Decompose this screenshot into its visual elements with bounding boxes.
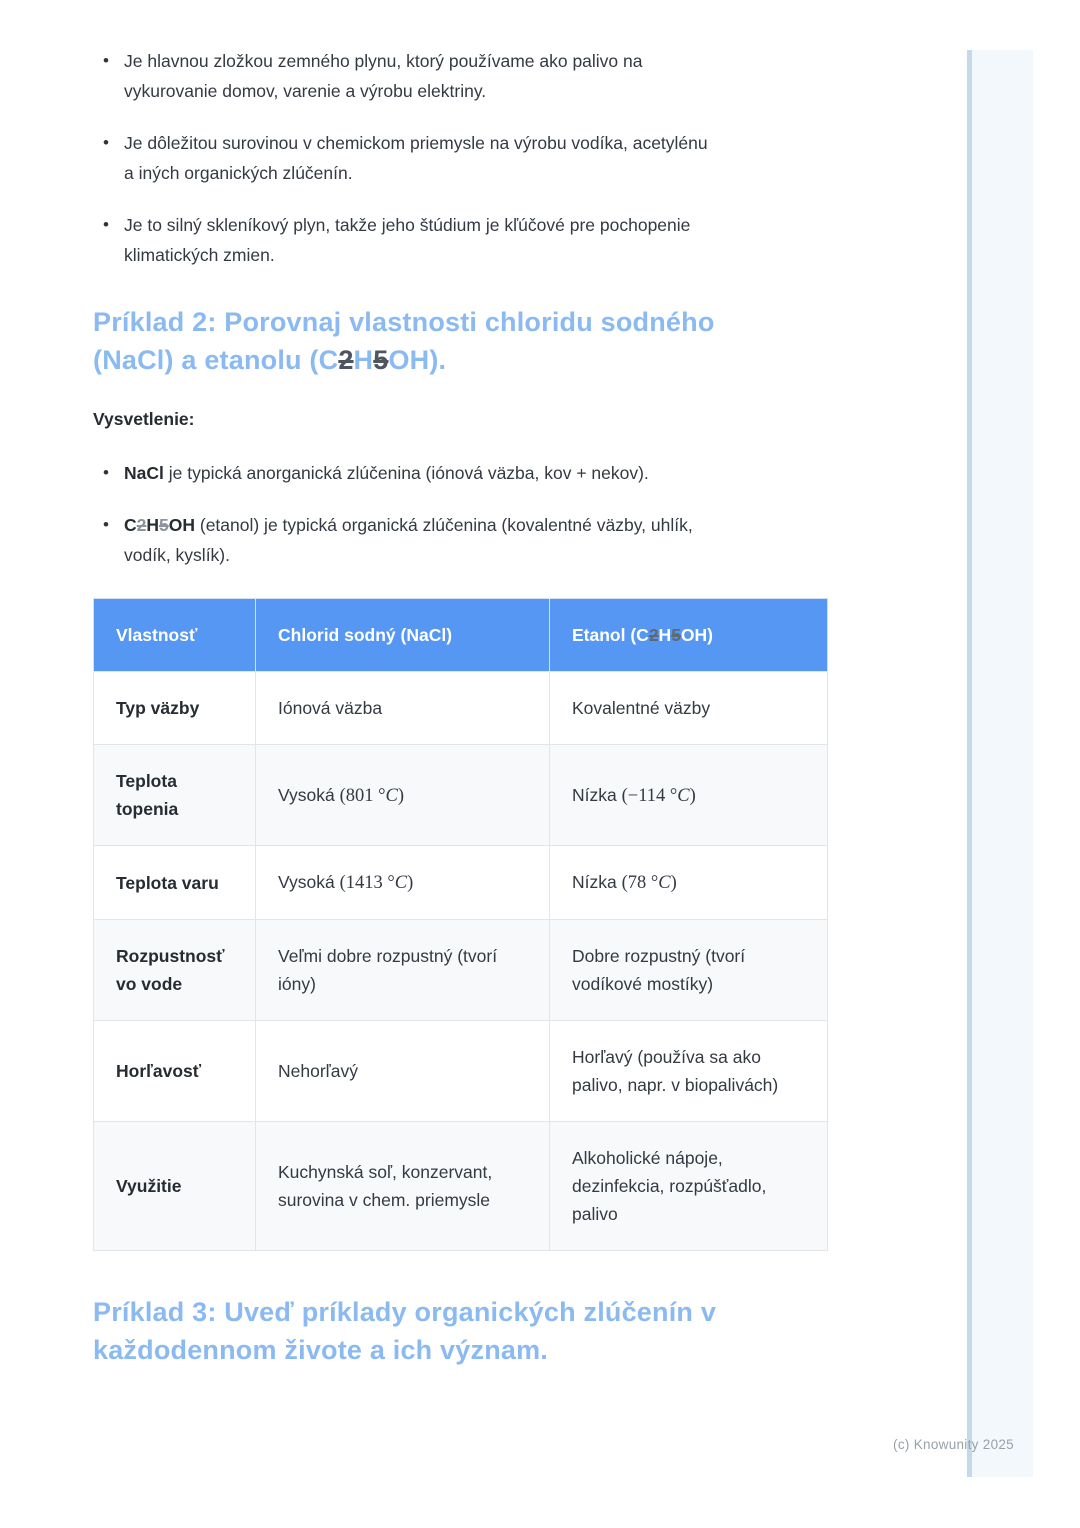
bullet-line: a iných organických zlúčenín. <box>124 163 353 183</box>
table-cell <box>550 672 828 745</box>
table-row <box>94 1122 828 1251</box>
bullet-line: vykurovanie domov, varenie a výrobu elektriny. <box>124 81 487 101</box>
formula-part: NaCl <box>124 463 164 483</box>
math-text: (801 ° <box>339 785 386 806</box>
table-row <box>94 745 828 846</box>
math-text: (1413 ° <box>339 873 395 893</box>
formula-subscript: 5 <box>159 515 169 535</box>
cell-text: Nehorľavý <box>278 1061 358 1081</box>
formula-part: C <box>124 515 137 535</box>
formula-part: H <box>353 345 374 375</box>
bullet-line: klimatických zmien. <box>124 245 275 265</box>
formula-subscript: 2 <box>136 515 147 535</box>
table-cell <box>550 846 828 920</box>
heading-line: Príklad 2: Porovnaj vlastnosti chloridu sodného <box>93 307 715 337</box>
list-item <box>93 46 883 106</box>
table-cell-label: Teplota topenia <box>94 745 256 846</box>
formula-part: Etanol (C <box>572 625 649 645</box>
math-variable: C <box>394 873 408 893</box>
table-cell <box>256 672 550 745</box>
bullet-line: vodík, kyslík). <box>124 545 230 565</box>
cell-text: Dobre rozpustný (tvorí vodíkové mostíky) <box>572 946 746 994</box>
cell-text: Nízka <box>572 784 622 805</box>
table-cell-label: Horľavosť <box>94 1021 256 1122</box>
bullet-icon <box>93 128 124 188</box>
example2-heading <box>93 303 883 379</box>
explain-bullet-list <box>93 458 883 570</box>
bullet-text <box>124 210 690 270</box>
formula-part: OH) <box>680 625 713 645</box>
cell-text: Iónová väzba <box>278 698 383 718</box>
heading-line: Príklad 3: Uveď príklady organických zlúčenín v <box>93 1297 717 1327</box>
cell-text: Kovalentné väzby <box>572 698 711 718</box>
table-cell <box>256 1122 550 1251</box>
table-cell <box>256 745 550 846</box>
bullet-text <box>124 46 643 106</box>
table-row <box>94 846 828 920</box>
table-cell-label: Typ väzby <box>94 672 256 745</box>
table-cell <box>550 745 828 846</box>
bullet-icon <box>93 510 124 570</box>
math-variable: C <box>658 873 671 893</box>
bullet-line: Je hlavnou zložkou zemného plynu, ktorý používame ako palivo na <box>124 51 643 71</box>
table-cell <box>256 1021 550 1122</box>
cell-text: Kuchynská soľ, konzervant, surovina v chem. priemysle <box>278 1162 493 1210</box>
cell-text: Vysoká <box>278 872 340 892</box>
table-header-row <box>94 599 828 672</box>
table-cell-label: Využitie <box>94 1122 256 1251</box>
table-row <box>94 920 828 1021</box>
list-item <box>93 128 883 188</box>
bullet-icon <box>93 458 124 488</box>
intro-bullet-list <box>93 46 883 270</box>
formula-subscript: 5 <box>671 625 681 645</box>
formula-subscript: 2 <box>648 625 659 645</box>
explain-label: Vysvetlenie: <box>93 409 195 429</box>
copyright-notice: (c) Knowunity 2025 <box>893 1437 1014 1452</box>
bullet-text <box>124 128 708 188</box>
math-text: ) <box>670 873 677 893</box>
math-text: ) <box>689 785 696 806</box>
cell-text: Vysoká <box>278 784 340 805</box>
example3-heading <box>93 1293 883 1369</box>
formula-part: OH <box>168 515 195 535</box>
formula-subscript: 5 <box>373 345 389 375</box>
formula-part: H <box>658 625 672 645</box>
math-variable: C <box>385 785 398 806</box>
comparison-table <box>93 598 828 1251</box>
formula-part: OH). <box>388 345 447 375</box>
formula-subscript: 2 <box>338 345 354 375</box>
formula-part: H <box>146 515 160 535</box>
document-content <box>93 46 883 1369</box>
table-cell <box>256 846 550 920</box>
bullet-text <box>124 458 649 488</box>
table-cell-label: Rozpustnosť vo vode <box>94 920 256 1021</box>
math-text: ) <box>407 873 414 893</box>
table-header-cell-etanol <box>550 599 828 672</box>
table-cell <box>550 920 828 1021</box>
page-edge-decoration <box>967 50 1033 1477</box>
heading-line: každodennom živote a ich význam. <box>93 1335 549 1365</box>
table-cell <box>256 920 550 1021</box>
cell-text: Alkoholické nápoje, dezinfekcia, rozpúšťadlo, palivo <box>572 1148 767 1224</box>
cell-text: Nízka <box>572 872 622 892</box>
table-header-cell-nacl: Chlorid sodný (NaCl) <box>256 599 550 672</box>
bullet-line: je typická anorganická zlúčenina (iónová väzba, kov + nekov). <box>163 463 649 483</box>
list-item <box>93 210 883 270</box>
bullet-icon <box>93 210 124 270</box>
list-item <box>93 458 883 488</box>
table-cell-label: Teplota varu <box>94 846 256 920</box>
math-variable: C <box>677 785 690 806</box>
table-row <box>94 672 828 745</box>
bullet-text <box>124 510 693 570</box>
math-text: ) <box>397 785 405 806</box>
bullet-line: (etanol) je typická organická zlúčenina (kovalentné väzby, uhlík, <box>195 515 693 535</box>
list-item <box>93 510 883 570</box>
math-text: (−114 ° <box>621 785 678 806</box>
bullet-line: Je to silný skleníkový plyn, takže jeho štúdium je kľúčové pre pochopenie <box>124 215 691 235</box>
cell-text: Horľavý (používa sa ako palivo, napr. v biopalivách) <box>572 1047 779 1095</box>
bullet-line: Je dôležitou surovinou v chemickom priemysle na výrobu vodíka, acetylénu <box>124 133 708 153</box>
bullet-icon <box>93 46 124 106</box>
table-header-cell-property: Vlastnosť <box>94 599 256 672</box>
table-cell <box>550 1122 828 1251</box>
cell-text: Veľmi dobre rozpustný (tvorí ióny) <box>278 946 498 994</box>
heading-line <box>93 345 446 375</box>
formula-part: (NaCl) a etanolu (C <box>93 345 339 375</box>
math-text: (78 ° <box>621 873 659 893</box>
table-row <box>94 1021 828 1122</box>
table-cell <box>550 1021 828 1122</box>
